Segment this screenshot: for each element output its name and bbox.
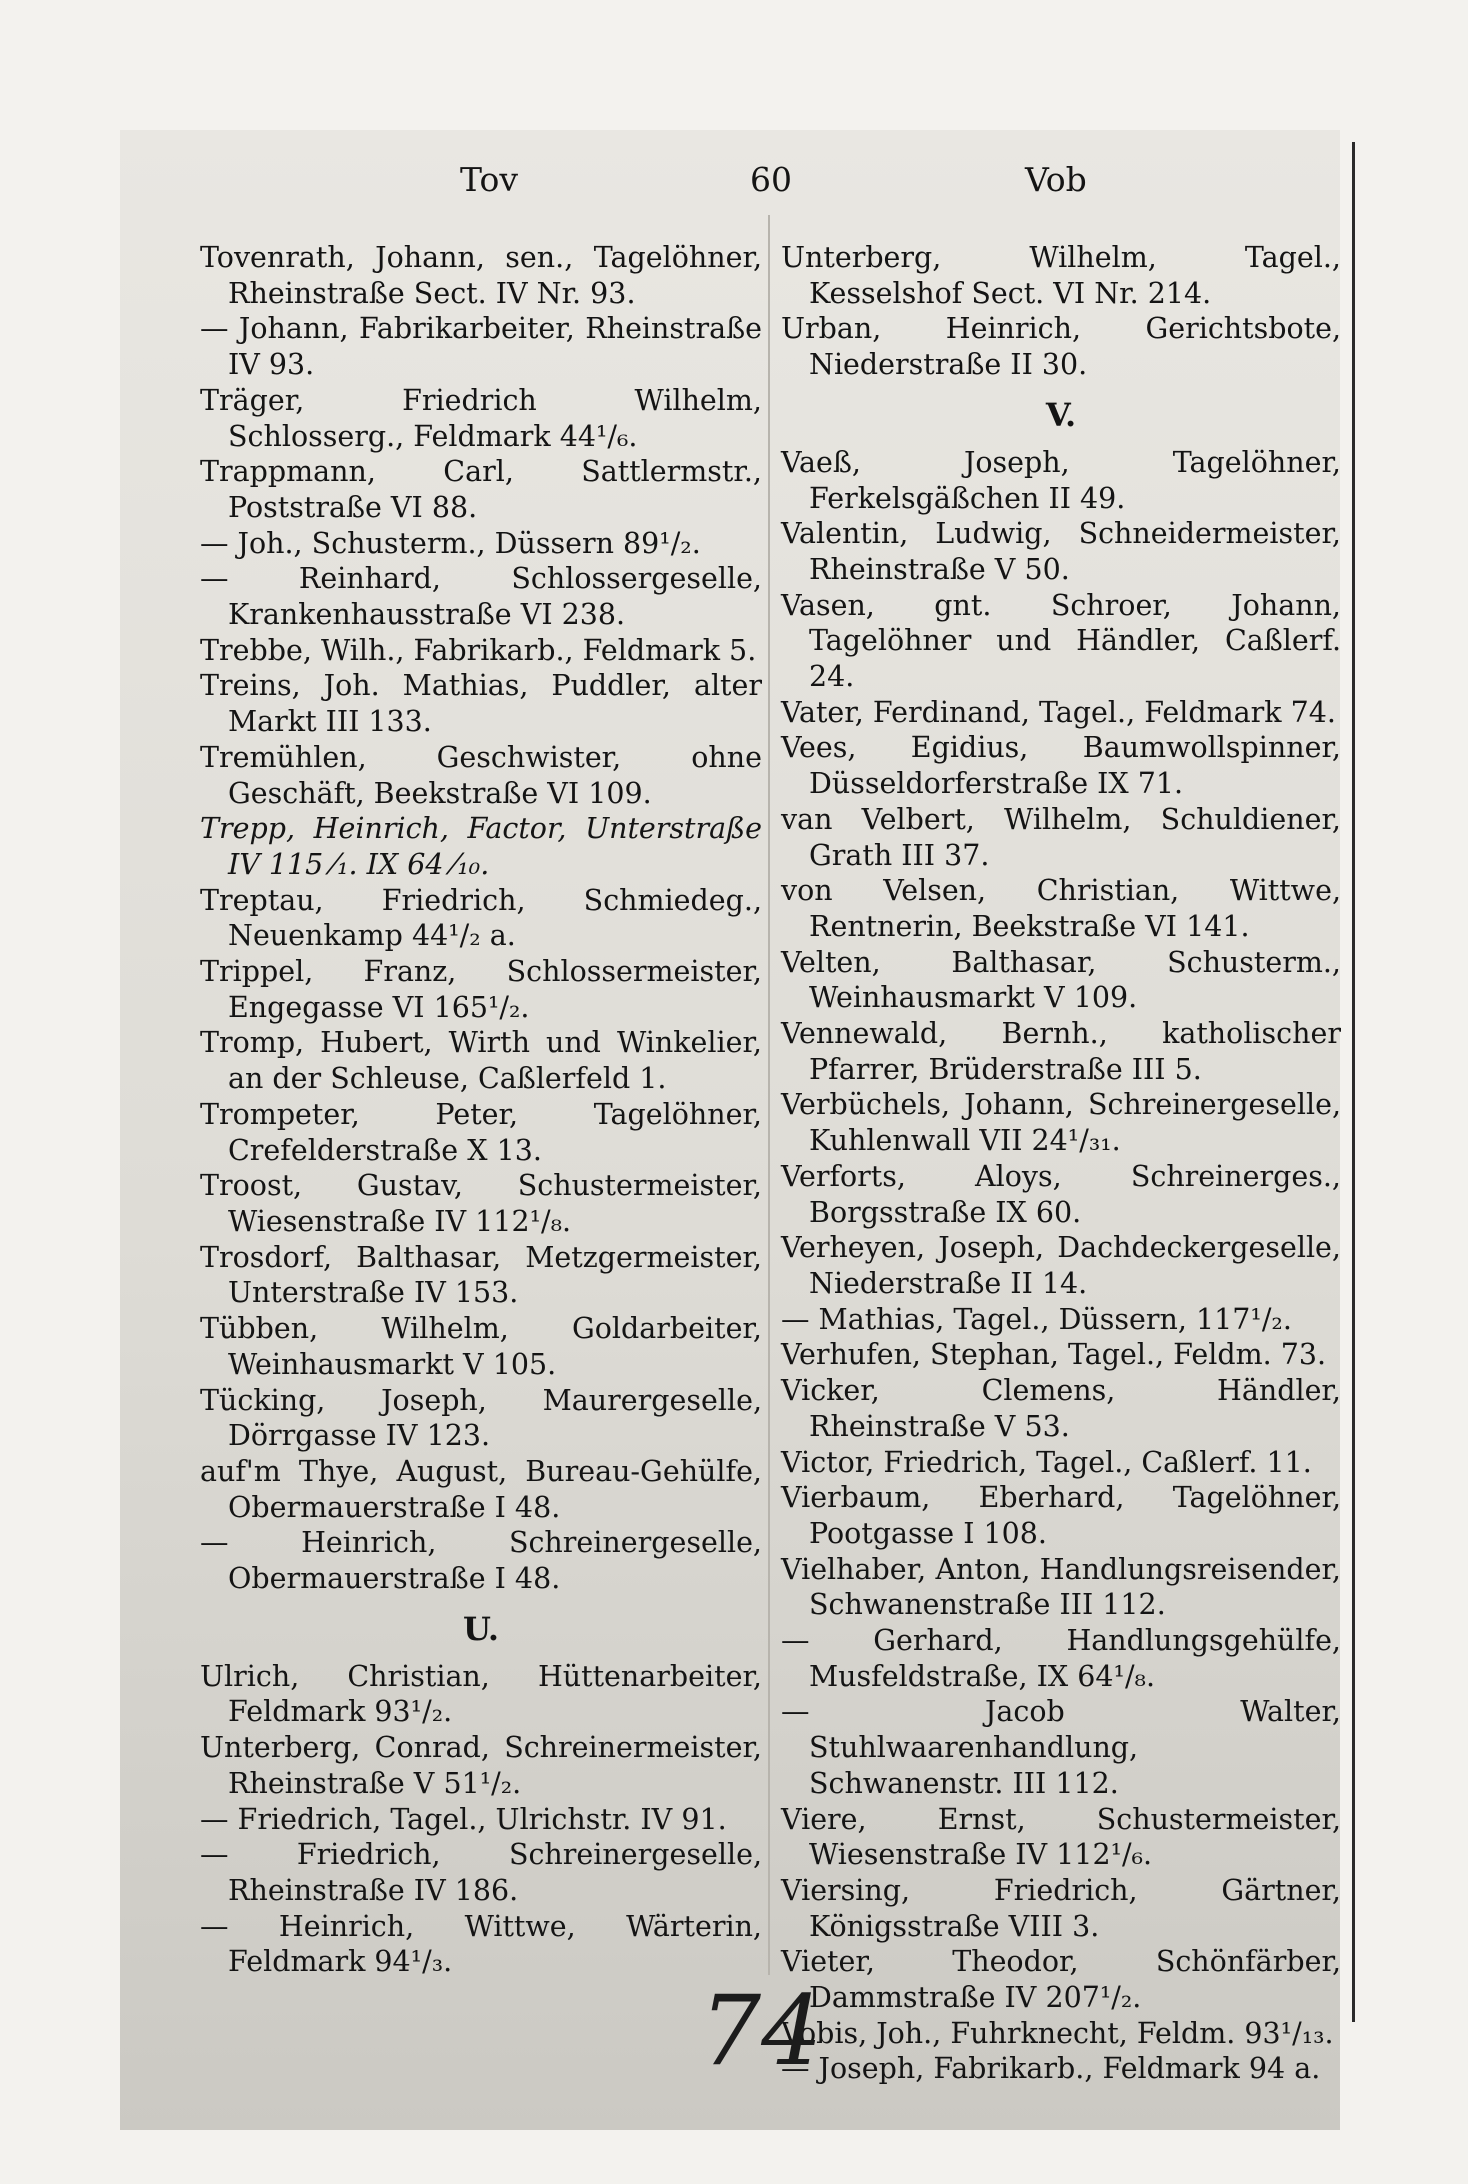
entry: Victor, Friedrich, Tagel., Caßlerf. 11. [781, 1445, 1312, 1479]
entry: Trebbe, Wilh., Fabrikarb., Feldmark 5. [200, 633, 757, 667]
entry: Tücking, Joseph, Maurergeselle, Dörrgasse IV 123. [200, 1383, 762, 1453]
header-right-keyword: Vob [1025, 160, 1087, 199]
entry: Treins, Joh. Mathias, Puddler, alter Markt III 133. [200, 669, 762, 739]
entry: Urban, Heinrich, Gerichtsbote, Niederstraße II 30. [781, 312, 1341, 382]
entry: von Velsen, Christian, Wittwe, Rentnerin, Beekstraße VI 141. [781, 874, 1341, 943]
entry: Verheyen, Joseph, Dachdeckergeselle, Niederstraße II 14. [781, 1231, 1341, 1300]
entry: Verbüchels, Johann, Schreinergeselle, Kuhlenwall VII 24¹/₃₁. [781, 1088, 1341, 1158]
entry: — Joh., Schusterm., Düssern 89¹/₂. [200, 526, 701, 560]
entry: Treptau, Friedrich, Schmiedeg., Neuenkamp 44¹/₂ a. [200, 883, 762, 953]
entry: Trompeter, Peter, Tagelöhner, Crefelderstraße X 13. [200, 1097, 762, 1167]
entry: — Johann, Fabrikarbeiter, Rheinstraße IV 93. [200, 312, 762, 382]
entry: Vees, Egidius, Baumwollspinner, Düsseldorferstraße IX 71. [781, 731, 1341, 801]
entry: Unterberg, Conrad, Schreinermeister, Rheinstraße V 51¹/₂. [200, 1731, 762, 1800]
entry: — Friedrich, Schreinergeselle, Rheinstraße IV 186. [200, 1838, 762, 1907]
entry: — Mathias, Tagel., Düssern, 117¹/₂. [781, 1302, 1292, 1336]
entry: Vierbaum, Eberhard, Tagelöhner, Pootgasse I 108. [781, 1481, 1341, 1550]
entry: Trosdorf, Balthasar, Metzgermeister, Unterstraße IV 153. [200, 1240, 762, 1310]
entry: Vieter, Theodor, Schönfärber, Dammstraße IV 207¹/₂. [781, 1945, 1341, 2015]
entry: — Joseph, Fabrikarb., Feldmark 94 a. [781, 2052, 1321, 2086]
entry: Vasen, gnt. Schroer, Johann, Tagelöhner und Händler, Caßlerf. 24. [781, 588, 1341, 694]
header-left-keyword: Tov [460, 160, 518, 199]
entry: Tromp, Hubert, Wirth und Winkelier, an der Schleuse, Caßlerfeld 1. [200, 1026, 762, 1096]
entry: Tremühlen, Geschwister, ohne Geschäft, Beekstraße VI 109. [200, 740, 762, 810]
left-column [200, 240, 762, 1980]
entry: Unterberg, Wilhelm, Tagel., Kesselshof Sect. VI Nr. 214. [781, 241, 1341, 310]
entry: Verhufen, Stephan, Tagel., Feldm. 73. [781, 1338, 1327, 1372]
entry: Velten, Balthasar, Schusterm., Weinhausmarkt V 109. [781, 945, 1341, 1015]
entry: Vielhaber, Anton, Handlungsreisender, Schwanenstraße III 112. [781, 1552, 1341, 1622]
entry-with-handwritten-correction: Trepp, Heinrich, Factor, Unterstraße IV 115 ⁄₁. IX 64 ⁄₁₀. [200, 812, 762, 881]
entry: Tübben, Wilhelm, Goldarbeiter, Weinhausmarkt V 105. [200, 1312, 762, 1381]
entry: Trippel, Franz, Schlossermeister, Engegasse VI 165¹/₂. [200, 955, 762, 1024]
right-column [781, 240, 1341, 2087]
entry: Tovenrath, Johann, sen., Tagelöhner, Rheinstraße Sect. IV Nr. 93. [200, 241, 762, 310]
entry: Valentin, Ludwig, Schneidermeister, Rheinstraße V 50. [781, 517, 1341, 586]
page-header [160, 160, 1340, 210]
entry: auf'm Thye, August, Bureau-Gehülfe, Obermauerstraße I 48. [200, 1454, 762, 1524]
entry: — Reinhard, Schlossergeselle, Krankenhausstraße VI 238. [200, 562, 762, 632]
entry: Troost, Gustav, Schustermeister, Wiesenstraße IV 112¹/₈. [200, 1169, 762, 1238]
entry: — Gerhard, Handlungsgehülfe, Musfeldstraße, IX 64¹/₈. [781, 1624, 1341, 1693]
entry: Vicker, Clemens, Händler, Rheinstraße V 53. [781, 1374, 1341, 1443]
entry: Ulrich, Christian, Hüttenarbeiter, Feldmark 93¹/₂. [200, 1659, 762, 1729]
entry: — Heinrich, Wittwe, Wärterin, Feldmark 94¹/₃. [200, 1909, 762, 1979]
entry: — Heinrich, Schreinergeselle, Obermauerstraße I 48. [200, 1526, 762, 1596]
page-number: 60 [750, 160, 792, 199]
entry: van Velbert, Wilhelm, Schuldiener, Grath III 37. [781, 802, 1341, 872]
entry: Verforts, Aloys, Schreinerges., Borgsstraße IX 60. [781, 1159, 1341, 1229]
entry: Viersing, Friedrich, Gärtner, Königsstraße VIII 3. [781, 1873, 1341, 1943]
entry: Vaeß, Joseph, Tagelöhner, Ferkelsgäßchen II 49. [781, 445, 1341, 515]
entry: Vobis, Joh., Fuhrknecht, Feldm. 93¹/₁₃. [781, 2016, 1334, 2050]
entry: Trappmann, Carl, Sattlermstr., Poststraße VI 88. [200, 455, 762, 524]
section-heading-v: V. [1045, 395, 1077, 434]
section-heading-u: U. [462, 1609, 500, 1648]
entry: Träger, Friedrich Wilhelm, Schlosserg., Feldmark 44¹/₆. [200, 383, 762, 453]
entry: Vennewald, Bernh., katholischer Pfarrer, Brüderstraße III 5. [781, 1017, 1341, 1086]
column-divider [768, 215, 770, 1975]
entry: Vater, Ferdinand, Tagel., Feldmark 74. [781, 695, 1336, 729]
entry: — Friedrich, Tagel., Ulrichstr. IV 91. [200, 1802, 727, 1836]
handwritten-number: 74 [700, 1975, 823, 2087]
entry: — Jacob Walter, Stuhlwaarenhandlung, Schwanenstr. III 112. [781, 1695, 1341, 1800]
entry: Viere, Ernst, Schustermeister, Wiesenstraße IV 112¹/₆. [781, 1802, 1341, 1872]
page-edge-mark [1352, 142, 1355, 2022]
